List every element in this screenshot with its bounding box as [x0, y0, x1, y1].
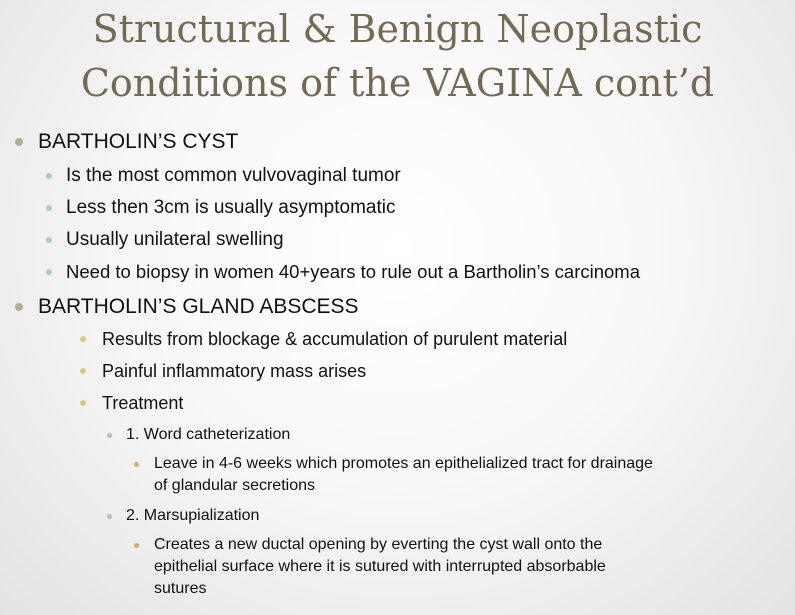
- title-line-1: Structural & Benign Neoplastic: [92, 7, 703, 51]
- bullet-icon: [46, 173, 52, 179]
- bullet-icon: [134, 462, 139, 467]
- treatment-label: 1. Word catheterization: [126, 426, 291, 443]
- bullet-icon: [15, 303, 23, 311]
- bullet-icon: [46, 269, 52, 275]
- bullet-icon: [134, 543, 139, 548]
- treatment-label: 2. Marsupialization: [126, 507, 260, 524]
- bullet-icon: [46, 205, 52, 211]
- list-item-text: Usually unilateral swelling: [66, 229, 284, 250]
- section-heading-label: BARTHOLIN’S GLAND ABSCESS: [38, 295, 359, 318]
- treatment-detail-line-1: Creates a new ductal opening by everting the cyst wall onto the: [154, 536, 603, 553]
- list-item-text: Results from blockage & accumulation of purulent material: [102, 329, 568, 349]
- section-heading-label: BARTHOLIN’S CYST: [38, 130, 239, 153]
- list-item-text: Treatment: [102, 393, 184, 413]
- slide-title: [0, 2, 795, 110]
- list-item-text: Painful inflammatory mass arises: [102, 361, 367, 381]
- treatment-detail-line-2: epithelial surface where it is sutured with interrupted absorbable: [154, 558, 606, 575]
- treatment-detail-line-2: of glandular secretions: [154, 477, 315, 494]
- bullet-icon: [80, 400, 86, 406]
- bullet-icon: [80, 336, 86, 342]
- bullet-icon: [46, 237, 52, 243]
- list-item-text: Is the most common vulvovaginal tumor: [66, 165, 401, 186]
- bullet-icon: [15, 138, 23, 146]
- bullet-icon: [107, 433, 112, 438]
- title-line-2: Conditions of the VAGINA cont’d: [80, 61, 715, 105]
- treatment-detail-line-1: Leave in 4-6 weeks which promotes an epithelialized tract for drainage: [154, 455, 653, 472]
- list-item-text: Less then 3cm is usually asymptomatic: [66, 197, 396, 218]
- treatment-detail-line-3: sutures: [154, 580, 207, 597]
- bullet-icon: [80, 368, 86, 374]
- list-item-text: Need to biopsy in women 40+years to rule out a Bartholin’s carcinoma: [66, 261, 640, 282]
- bullet-icon: [107, 514, 112, 519]
